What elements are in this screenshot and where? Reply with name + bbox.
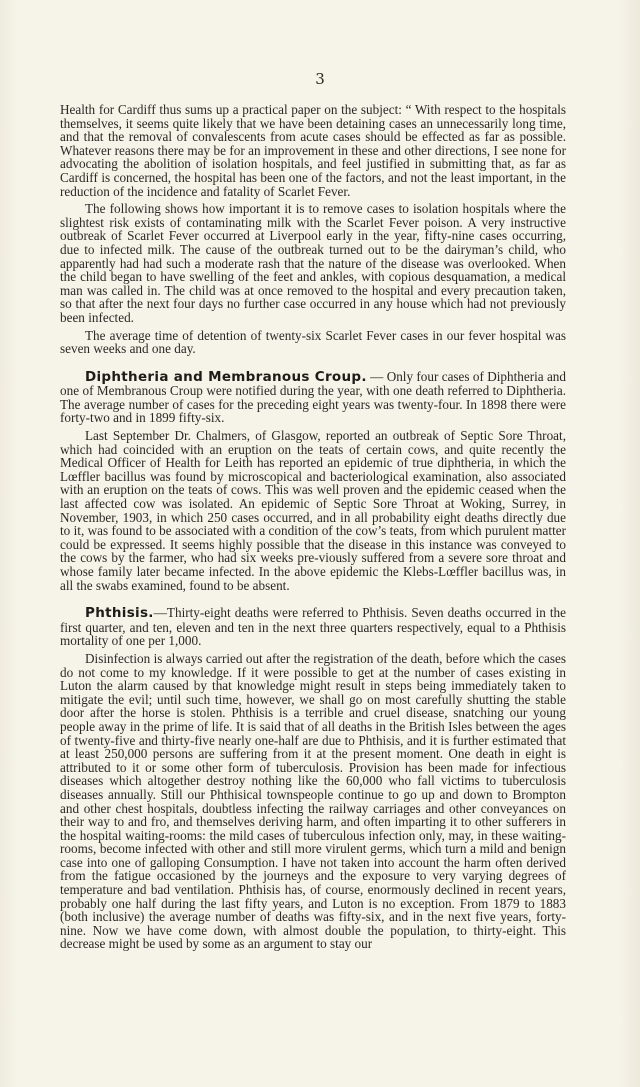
section-diphtheria bbox=[60, 370, 566, 425]
paragraph-detention-time: The average time of detention of twenty-six Scarlet Fever cases in our fever hospital was seven weeks and one day. bbox=[60, 327, 566, 357]
section-phthisis bbox=[60, 606, 566, 648]
body-text bbox=[60, 103, 566, 955]
page-number: 3 bbox=[315, 70, 325, 88]
paragraph-septic-sore-throat: Last September Dr. Chalmers, of Glasgow, reported an outbreak of Septic Sore Throat, which had coincided with an eruption on the teats of certain cows, and quite recently the Medical Officer of Health for Leith has reported an epidemic of true diphtheria, in which the Lœffler bacillus was found by microscopical and bacteriological examination, also associated with an eruption on the teats of cows. This was well proven and the epidemic ceased when the last affected cow was isolated. An epidemic of Septic Sore Throat at Woking, Surrey, in November, 1903, in which 250 cases occurred, and in all probability eight deaths directly due to it, was found to be associated with a condition of the cow’s teats, from which purulent matter could be expressed. It seems highly possible that the disease in this instance was conveyed to the cows by the farmer, who had six weeks pre-viously suffered from a severe sore throat and whose family later became infected. In the above epidemic the Klebs-Lœffler bacillus was, in all the swabs examined, found to be absent. bbox=[60, 428, 566, 593]
paragraph-milk-contamination: The following shows how important it is to remove cases to isolation hospitals where the slightest risk exists of contaminating milk with the Scarlet Fever poison. A very instructive outbreak of Scarlet Fever occurred at Liverpool early in the year, fifty-nine cases occurring, due to infected milk. The cause of the outbreak turned out to be the dairyman’s child, who apparently had had such a moderate rash that the nature of the disease was overlooked. When the child began to have swelling of the feet and ankles, with copious desquamation, a medical man was called in. The child was at once removed to the hospital and every precaution taken, so that after the next four days no further case occurred in any house which had not previously been infected. bbox=[60, 201, 566, 325]
phthisis-text: —Thirty-eight deaths were referred to Phthisis. Seven deaths occurred in the first quarter, and ten, eleven and ten in the next three quarters respectively, equal to a Phthisis mortality of one per 1,000. bbox=[60, 605, 566, 649]
phthisis-heading: Phthisis. bbox=[85, 605, 154, 622]
diphtheria-heading: Diphtheria and Membranous Croup. bbox=[85, 368, 367, 385]
paragraph-cardiff-quote: Health for Cardiff thus sums up a practical paper on the subject: “ With respect to the hospitals themselves, it seems quite likely that we have been detaining cases an unnecessarily long time, and that the removal of convalescents from acute cases should be effected as far as possible. Whatever reasons there may be for an improvement in these and other directions, I see none for advocating the abolition of isolation hospitals, and feel justified in submitting that, as far as Cardiff is concerned, the hospital has been one of the factors, and not the least important, in the reduction of the incidence and fatality of Scarlet Fever. bbox=[60, 102, 566, 199]
paragraph-disinfection: Disinfection is always carried out after the registration of the death, before which the cases do not come to my knowledge. If it were possible to get at the number of cases existing in Luton the alarm caused by that knowledge might result in steps being immediately taken to mitigate the evil; until such time, however, we shall go on most carefully shutting the stable door after the horse is stolen. Phthisis is a terrible and cruel disease, snatching our young people away in the prime of life. It is said that of all deaths in the British Isles between the ages of twenty-five and thirty-five nearly one-half are due to Phthisis, and it is further estimated that at least 250,000 persons are suffering from it at the present moment. One death in eight is attributed to it or some other form of tuberculosis. Provision has been made for infectious diseases which altogether destroy nothing like the 60,000 who fall victims to tuberculosis diseases annually. Still our Phthisical townspeople continue to go up and down to Brompton and other chest hospitals, doubtless infecting the railway carriages and other conveyances on their way to and fro, and themselves deriving harm, and often imparting it to other sufferers in the hospital waiting-rooms: the mild cases of tuberculous infection only, may, in these waiting-rooms, become infected with other and still more virulent germs, which turn a mild and benign case into one of galloping Consumption. I have not taken into account the harm often derived from the fatigue occasioned by the journeys and the exposure to very varying degrees of temperature and bad ventilation. Phthisis has, of course, enormously declined in recent years, probably one half during the last fifty years, and Luton is no exception. From 1879 to 1883 (both inclusive) the average number of deaths was fifty-six, and in the next five years, forty-nine. Now we have come down, with almost double the population, to thirty-eight. This decrease might be used by some as an argument to stay our bbox=[60, 650, 566, 952]
diphtheria-text: — Only four cases of Diphtheria and one of Membranous Croup were notified during the year, with one death referred to Diphtheria. The average number of cases for the preceding eight years was twenty-four. In 1898 there were forty-two and in 1899 fifty-six. bbox=[60, 368, 566, 426]
